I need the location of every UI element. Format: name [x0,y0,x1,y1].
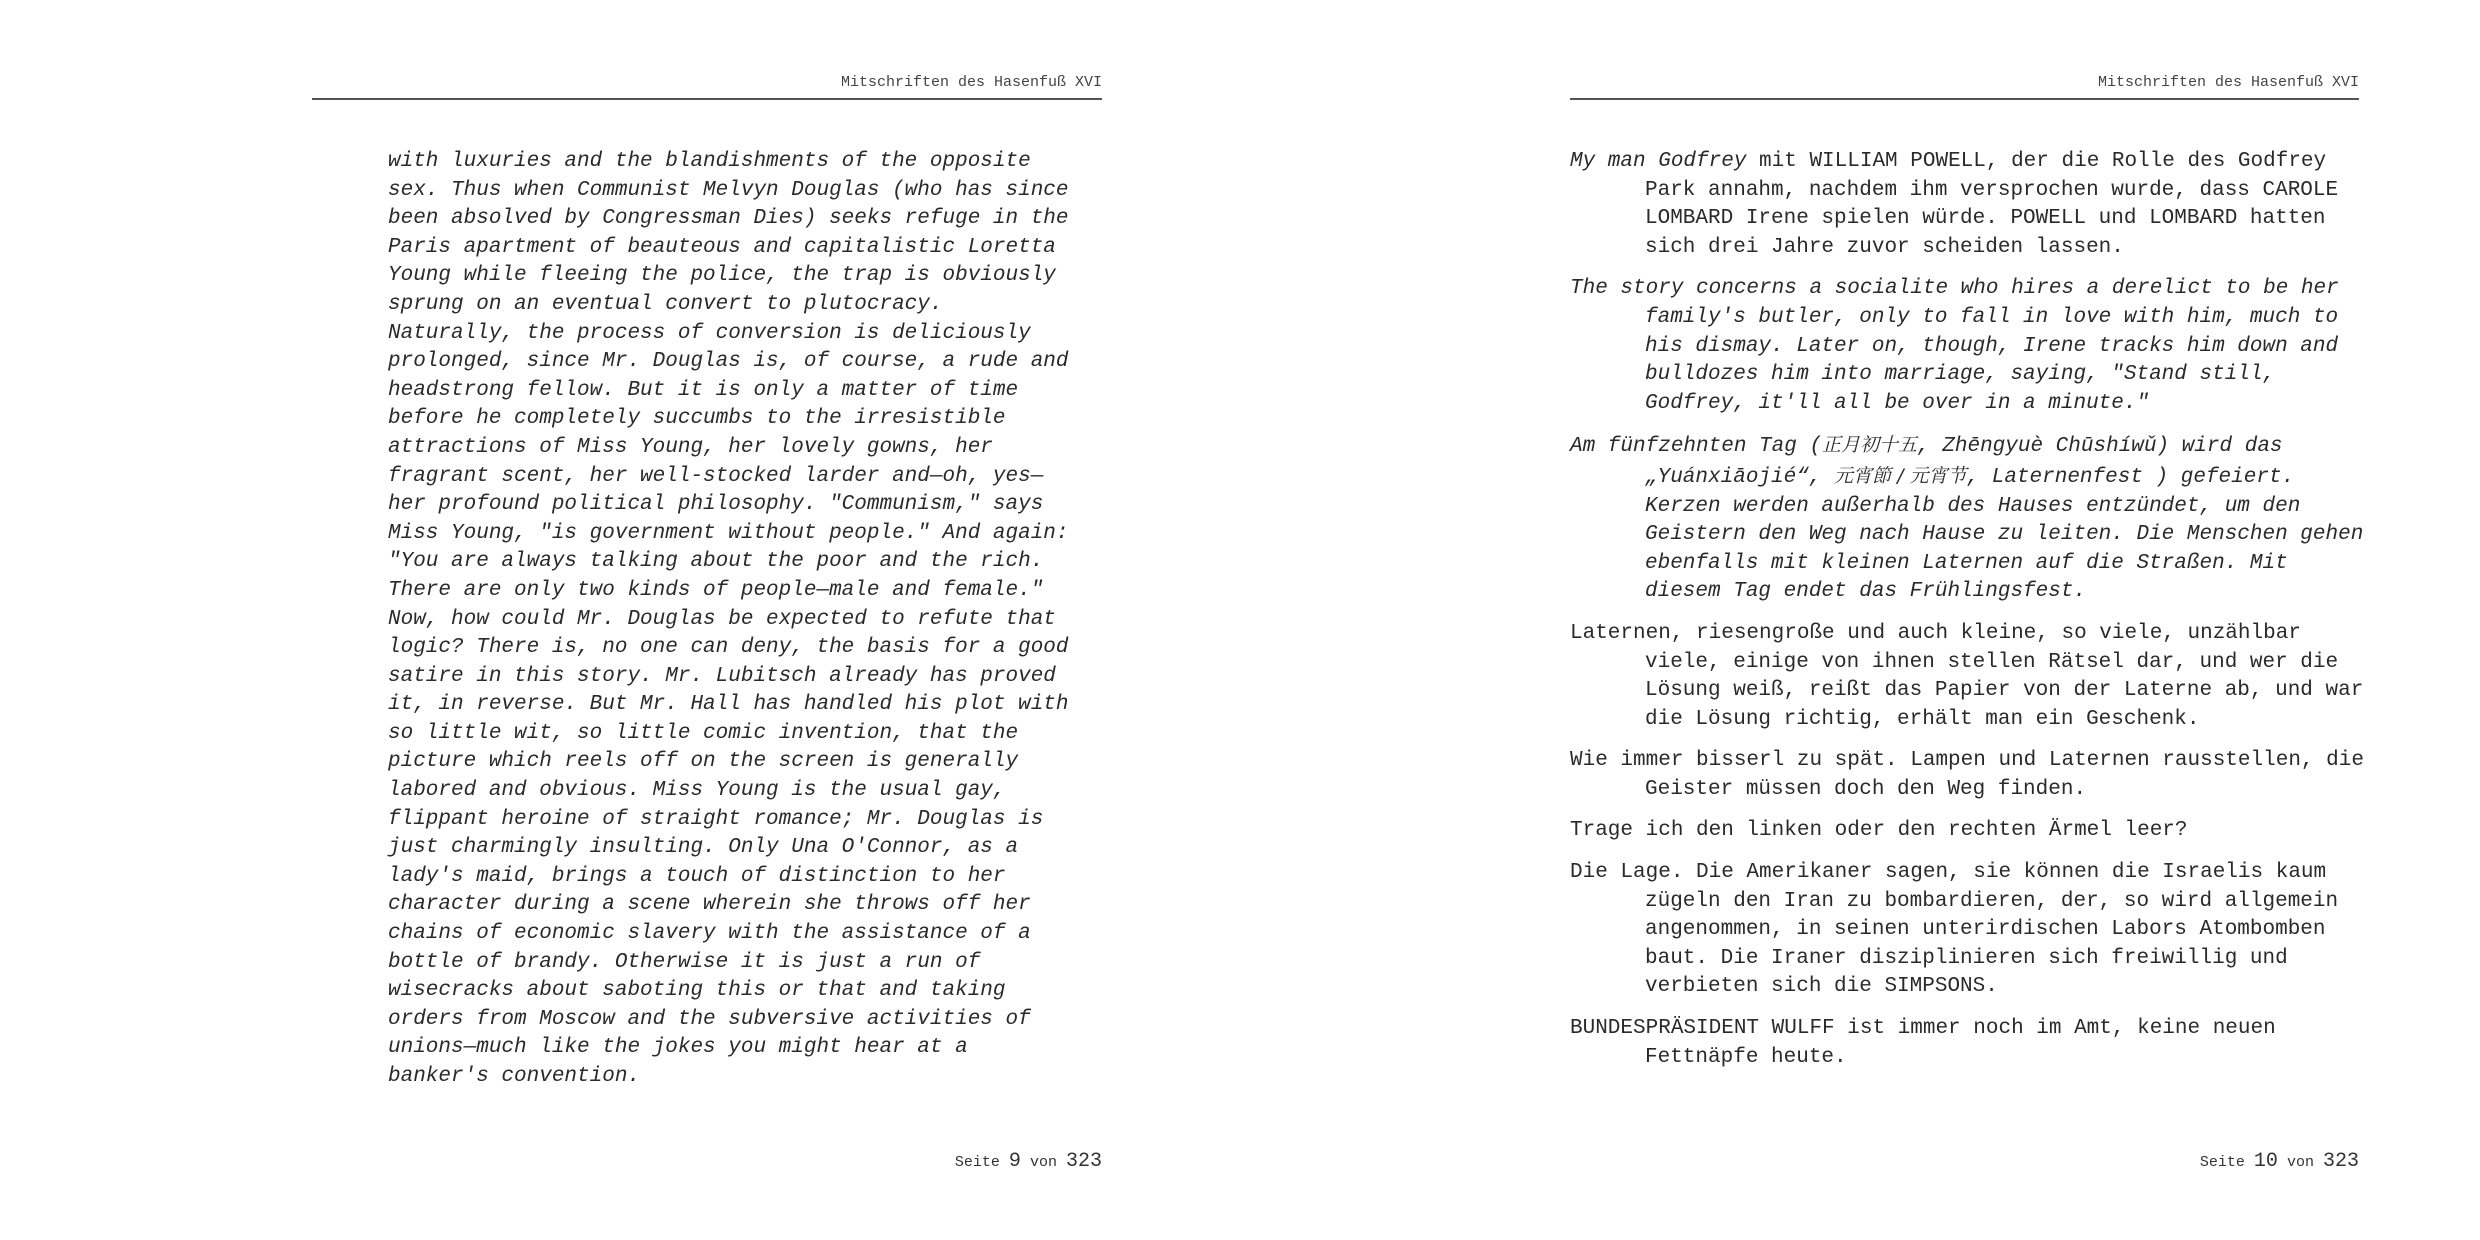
text-line: just charmingly insulting. Only Una O'Connor, as a [388,836,1019,860]
paragraph-text: Am fünfzehnten Tag ( [1570,435,1823,459]
text-line: sex. Thus when Communist Melvyn Douglas (who has since [388,178,1069,202]
text-line: her profound political philosophy. "Communism," says [388,493,1044,517]
right-page [1240,0,2480,1240]
text-line: attractions of Miss Young, her lovely gowns, her [388,435,993,459]
paragraph-text: mit WILLIAM POWELL, der die Rolle des Godfrey Park annahm, nachdem ihm versprochen wurde, dass CAROLE LOMBARD Irene spielen würde. POWELL und LOMBARD hatten sich drei Jahre zuvor scheiden lassen. [1645,150,2339,259]
film-title: My man Godfrey [1570,150,1747,173]
text-line: Young while fleeing the police, the trap is obviously [388,264,1056,288]
text-line: it, in reverse. But Mr. Hall has handled his plot with [388,693,1069,717]
left-page-body [388,148,1108,1092]
cjk-text: 正月初十五 [1822,434,1918,457]
text-line: been absolved by Congressman Dies) seeks refuge in the [388,207,1069,231]
text-line: sprung on an eventual convert to plutocracy. [388,292,943,316]
paragraph-aermel: Trage ich den linken oder den rechten Ärmel leer? [1570,819,2188,843]
page-number [1870,1150,2359,1176]
page-number-total: 323 [1065,1150,1102,1173]
page-number-current: 10 [2253,1150,2278,1173]
running-head: Mitschriften des Hasenfuß XVI [1570,72,2359,100]
paragraph-godfrey [1570,148,2370,262]
text-line: Naturally, the process of conversion is deliciously [388,321,1031,345]
text-line: character during a scene wherein she throws off her [388,893,1031,917]
text-line: There are only two kinds of people—male and female." [388,578,1044,602]
paragraph-lage: Die Lage. Die Amerikaner sagen, sie können die Israelis kaum zügeln den Iran zu bombardieren, der, so wird allgemein angenommen, in seinen unterirdischen Labors Atombomben baut. Die Iraner disziplinieren sich freiwillig und verbieten sich die SIMPSONS. [1570,861,2339,999]
text-line: picture which reels off on the screen is generally [388,750,1019,774]
paragraph-laternenfest [1570,431,2370,607]
page-number-current: 9 [1008,1150,1021,1173]
text-line: so little wit, so little comic invention, that the [388,721,1019,745]
page-number-prefix: Seite [2199,1154,2245,1171]
text-line: Miss Young, "is government without people." And again: [388,521,1069,545]
paragraph-story: The story concerns a socialite who hires a derelict to be her family's butler, only to fall in love with him, much to his dismay. Later on, though, Irene tracks him down and bulldozes him into marriage, saying, "Stand still, Godfrey, it'll all be over in a minute." [1570,277,2339,415]
text-line: labored and obvious. Miss Young is the usual gay, [388,779,1006,803]
text-line: lady's maid, brings a touch of distinction to her [388,864,1006,888]
cjk-text: 元宵節 / 元宵节 [1834,464,1967,487]
text-line: prolonged, since Mr. Douglas is, of course, a rude and [388,350,1069,374]
paragraph-text: , Zhēngyuè Chūshíwǔ) wird das „Yuánxiāojié“, [1645,435,2283,489]
right-page-body [1570,148,2370,1085]
text-line: before he completely succumbs to the irresistible [388,407,1006,431]
text-line: banker's convention. [388,1065,641,1088]
text-line: headstrong fellow. But it is only a matter of time [388,378,1019,402]
paragraph-text: , Laternenfest ) gefeiert. Kerzen werden außerhalb des Hauses entzündet, um den Geistern den Weg nach Hause zu leiten. Die Menschen gehen ebenfalls mit kleinen Laternen auf die Straßen. Mit diesem Tag endet das Frühlingsfest. [1645,465,2364,604]
text-line: with luxuries and the blandishments of the opposite [388,150,1031,173]
page-number [612,1150,1102,1176]
text-line: bottle of brandy. Otherwise it is just a run of [388,950,981,974]
text-line: unions—much like the jokes you might hear at a [388,1036,968,1060]
running-head: Mitschriften des Hasenfuß XVI [312,72,1102,100]
text-line: Paris apartment of beauteous and capitalistic Loretta [388,235,1056,259]
page-number-prefix: Seite [954,1154,1000,1171]
paragraph-laternen: Laternen, riesengroße und auch kleine, so viele, unzählbar viele, einige von ihnen stellen Rätsel dar, und wer die Lösung weiß, reißt das Papier von der Laterne ab, und war die Lösung richtig, erhält man ein Geschenk. [1570,621,2364,731]
text-line: fragrant scent, her well-stocked larder and—oh, yes— [388,464,1044,488]
paragraph-wulff: BUNDESPRÄSIDENT WULFF ist immer noch im Amt, keine neuen Fettnäpfe heute. [1570,1017,2276,1069]
paragraph-spaet: Wie immer bisserl zu spät. Lampen und Laternen rausstellen, die Geister müssen doch den Weg finden. [1570,749,2364,801]
text-line: "You are always talking about the poor and the rich. [388,550,1044,574]
text-line: orders from Moscow and the subversive activities of [388,1007,1031,1031]
page-number-total: 323 [2322,1150,2359,1173]
text-line: satire in this story. Mr. Lubitsch already has proved [388,664,1056,688]
text-line: Now, how could Mr. Douglas be expected to refute that [388,607,1056,631]
text-line: wisecracks about saboting this or that and taking [388,979,1006,1003]
text-line: logic? There is, no one can deny, the basis for a good [388,636,1069,660]
text-line: chains of economic slavery with the assistance of a [388,922,1031,946]
text-line: flippant heroine of straight romance; Mr. Douglas is [388,807,1044,831]
page-number-separator: von [2286,1154,2314,1171]
page-number-separator: von [1029,1154,1057,1171]
